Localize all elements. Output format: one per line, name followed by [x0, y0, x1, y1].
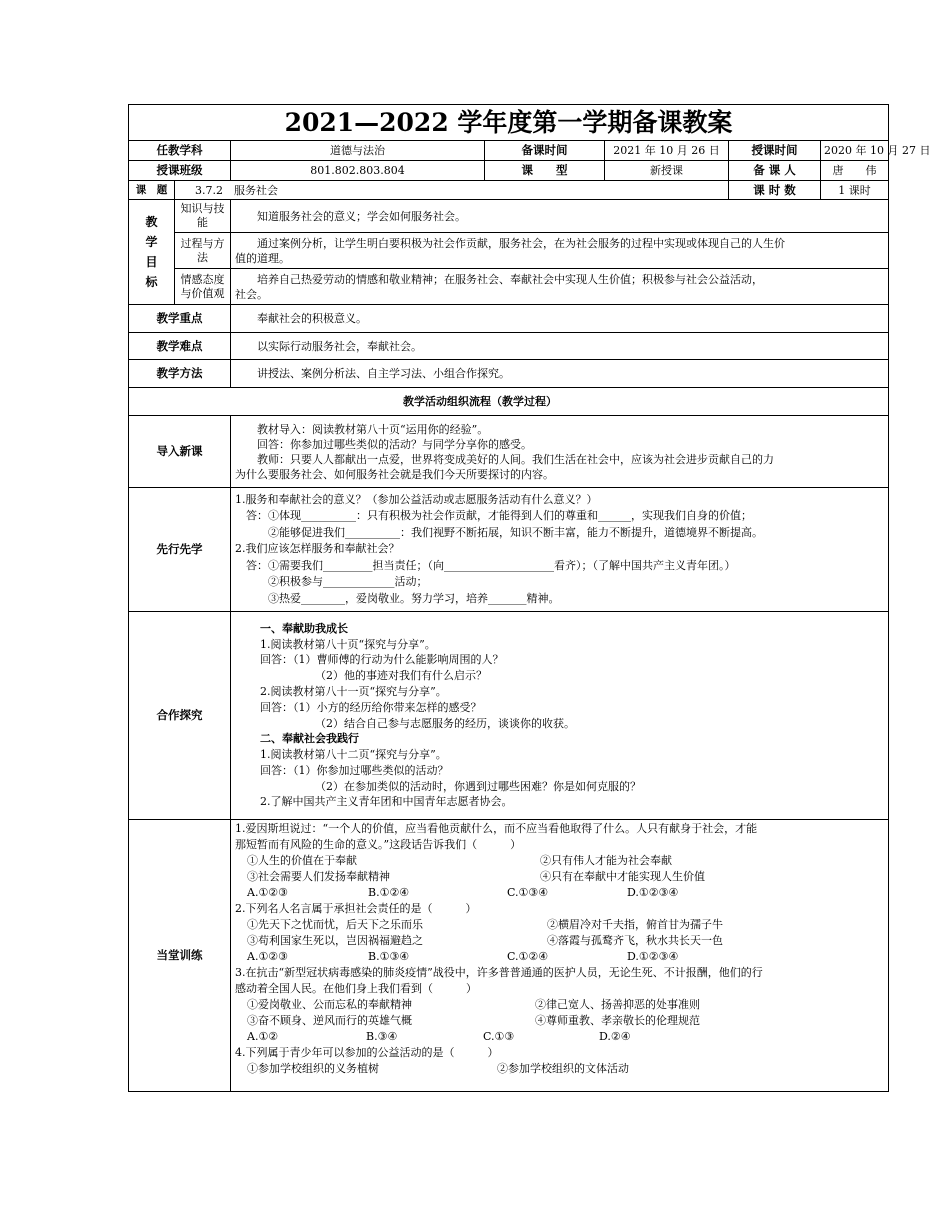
intro-line: 教材导入：阅读教材第八十页“运用你的经验”。: [235, 422, 489, 436]
answer-choice: A.①②: [247, 1030, 279, 1043]
lesson-type-value: 新授课: [605, 161, 729, 181]
prestudy-line: ②积极参与_____________活动；: [235, 575, 428, 589]
intro-line: 回答：你参加过哪些类似的活动？与同学分享你的感受。: [235, 437, 532, 451]
coop-line: 1.阅读教材第八十页“探究与分享”。: [260, 637, 436, 651]
answer-choice: B.③④: [366, 1030, 398, 1043]
flow-header: 教学活动组织流程（教学过程）: [129, 388, 889, 416]
prestudy-line: 答：①需要我们_________担当责任；（向____________________看齐）；（了解中国共产主义青年团。）: [235, 558, 736, 572]
objective-emotion-label: 情感态度与价值观: [175, 269, 231, 305]
objective-knowledge-text: [231, 200, 889, 233]
question-stem: 2.下列名人名言属于承担社会责任的是（ ）: [235, 902, 477, 915]
option: ①参加学校组织的义务植树: [247, 1062, 379, 1075]
option: ④落霞与孤鹜齐飞，秋水共长天一色: [547, 934, 723, 947]
prep-time-label: 备课时间: [485, 141, 605, 161]
question-stem: 1.爱因斯坦说过：“一个人的价值，应当看他贡献什么，而不应当看他取得了什么。人只有献身于社会，才能: [235, 822, 758, 835]
question-options: [235, 933, 885, 949]
prestudy-line: 答：①体现__________：只有积极为社会作贡献，才能得到人们的尊重和______，实现我们自身的价值；: [235, 509, 752, 523]
intro-content: [231, 416, 889, 488]
answer-choice: B.①③④: [368, 950, 410, 963]
answer-choices: [235, 885, 885, 901]
objective-process-text: [231, 233, 889, 269]
option: ③社会需要人们发扬奉献精神: [247, 870, 390, 883]
objective-process-label: 过程与方法: [175, 233, 231, 269]
method-text: 讲授法、案例分析法、自主学习法、小组合作探究。: [231, 360, 889, 388]
lesson-plan-document: [128, 104, 930, 1100]
question-options: [235, 1013, 885, 1029]
question-stem: 4.下列属于青少年可以参加的公益活动的是（ ）: [235, 1046, 499, 1059]
preparer-value: 唐 伟: [821, 161, 889, 181]
question-options: [235, 869, 885, 885]
teach-time-value: 2020 年 10 月 27 日: [821, 141, 889, 161]
intro-line: 为什么要服务社会、如何服务社会就是我们今天所要探讨的内容。: [235, 467, 554, 481]
topic-label: 课 题: [129, 181, 175, 200]
coop-line: 回答：（1）曹师傅的行动为什么能影响周围的人？: [260, 653, 504, 667]
prestudy-line: ②能够促进我们__________：我们视野不断拓展，知识不断丰富，能力不断提升，道德境界不断提高。: [235, 525, 763, 539]
objective-process-line: 值的道理。: [235, 251, 290, 265]
intro-label: 导入新课: [129, 416, 231, 488]
intro-line: 教师：只要人人都献出一点爱，世界将变成美好的人间。我们生活在社会中，应该为社会进步贡献自己的力: [235, 452, 774, 466]
objective-emotion-line: 社会。: [235, 287, 268, 301]
coop-line: （2）他的事迹对我们有什么启示？: [315, 669, 487, 683]
objectives-label: [129, 200, 175, 305]
objective-knowledge-line: 知道服务社会的意义；学会如何服务社会。: [235, 209, 466, 223]
option: ②只有伟人才能为社会奉献: [540, 854, 672, 867]
difficulty-label: 教学难点: [129, 333, 231, 360]
question-options: [235, 917, 885, 933]
prestudy-content: [231, 488, 889, 612]
question-options: [235, 1061, 885, 1077]
objective-emotion-text: [231, 269, 889, 305]
objective-knowledge-label: 知识与技能: [175, 200, 231, 233]
class-value: 801.802.803.804: [231, 161, 485, 181]
answer-choice: A.①②③: [247, 886, 289, 899]
objective-process-line: 通过案例分析，让学生明白要积极为社会作贡献，服务社会，在为社会服务的过程中实现或体现自己的人生价: [235, 236, 785, 250]
coop-content: [231, 612, 889, 820]
answer-choice: D.①②③④: [627, 886, 679, 899]
coop-part2-title: 二、奉献社会我践行: [260, 732, 359, 746]
question-options: [235, 997, 885, 1013]
document-title: 2021—2022 学年度第一学期备课教案: [129, 105, 889, 141]
prestudy-line: 1.服务和奉献社会的意义？（参加公益活动或志愿服务活动有什么意义？）: [235, 492, 598, 506]
teach-time-label: 授课时间: [729, 141, 821, 161]
answer-choice: B.①②④: [368, 886, 410, 899]
option: ①爱岗敬业、公而忘私的奉献精神: [247, 998, 412, 1011]
option: ①先天下之忧而忧，后天下之乐而乐: [247, 918, 423, 931]
coop-line: 回答：（1）小方的经历给你带来怎样的感受？: [260, 700, 482, 714]
coop-part1-title: 一、奉献助我成长: [260, 621, 348, 635]
option: ②参加学校组织的文体活动: [497, 1062, 629, 1075]
practice-content: [231, 820, 889, 1092]
option: ③奋不顾身、逆风而行的英雄气概: [247, 1014, 412, 1027]
answer-choices: [235, 1029, 885, 1045]
coop-line: 回答：（1）你参加过哪些类似的活动？: [260, 763, 449, 777]
key-point-label: 教学重点: [129, 305, 231, 333]
method-label: 教学方法: [129, 360, 231, 388]
objective-emotion-line: 培养自己热爱劳动的情感和敬业精神；在服务社会、奉献社会中实现人生价值；积极参与社会公益活动，: [235, 272, 763, 286]
question-stem: 那短暂而有风险的生命的意义。”这段话告诉我们（ ）: [235, 838, 522, 851]
option: ②横眉冷对千夫指，俯首甘为孺子牛: [547, 918, 723, 931]
answer-choice: C.①③: [483, 1030, 515, 1043]
subject-value: 道德与法治: [231, 141, 485, 161]
question-options: [235, 853, 885, 869]
option: ③苟利国家生死以，岂因祸福避趋之: [247, 934, 423, 947]
prep-time-value: 2021 年 10 月 26 日: [605, 141, 729, 161]
lesson-plan-table: [128, 104, 930, 1092]
answer-choices: [235, 949, 885, 965]
option: ①人生的价值在于奉献: [247, 854, 357, 867]
coop-line: （2）结合自己参与志愿服务的经历，谈谈你的收获。: [315, 716, 575, 730]
coop-label: 合作探究: [129, 612, 231, 820]
prestudy-label: 先行先学: [129, 488, 231, 612]
class-label: 授课班级: [129, 161, 231, 181]
coop-line: 1.阅读教材第八十二页“探究与分享”。: [260, 748, 447, 762]
answer-choice: D.②④: [599, 1030, 631, 1043]
answer-choice: C.①③④: [507, 886, 549, 899]
topic-value: 3.7.2 服务社会: [175, 181, 729, 200]
coop-line: 2.阅读教材第八十一页“探究与分享”。: [260, 684, 447, 698]
question-stem: 感动着全国人民。在他们身上我们看到（ ）: [235, 982, 477, 995]
subject-label: 任教学科: [129, 141, 231, 161]
key-point-text: 奉献社会的积极意义。: [231, 305, 889, 333]
option: ④只有在奉献中才能实现人生价值: [540, 870, 705, 883]
option: ④尊师重教、孝亲敬长的伦理规范: [535, 1014, 700, 1027]
practice-label: 当堂训练: [129, 820, 231, 1092]
question-stem: 3.在抗击“新型冠状病毒感染的肺炎疫情”战役中，许多普普通通的医护人员，无论生死、不计报酬，他们的行: [235, 966, 763, 979]
hours-value: 1 课时: [821, 181, 889, 200]
difficulty-text: 以实际行动服务社会，奉献社会。: [231, 333, 889, 360]
coop-line: 2.了解中国共产主义青年团和中国青年志愿者协会。: [260, 795, 513, 809]
preparer-label: 备 课 人: [729, 161, 821, 181]
option: ②律己宽人、扬善抑恶的处事准则: [535, 998, 700, 1011]
objectives-label-text: 教学目标: [145, 215, 158, 289]
lesson-type-label: 课 型: [485, 161, 605, 181]
hours-label: 课 时 数: [729, 181, 821, 200]
answer-choice: D.①②③④: [627, 950, 679, 963]
prestudy-line: ③热爱________，爱岗敬业。努力学习，培养_______精神。: [235, 591, 560, 605]
answer-choice: A.①②③: [247, 950, 289, 963]
prestudy-line: 2.我们应该怎样服务和奉献社会？: [235, 542, 400, 556]
coop-line: （2）在参加类似的活动时，你遇到过哪些困难？你是如何克服的？: [315, 779, 641, 793]
answer-choice: C.①②④: [507, 950, 549, 963]
